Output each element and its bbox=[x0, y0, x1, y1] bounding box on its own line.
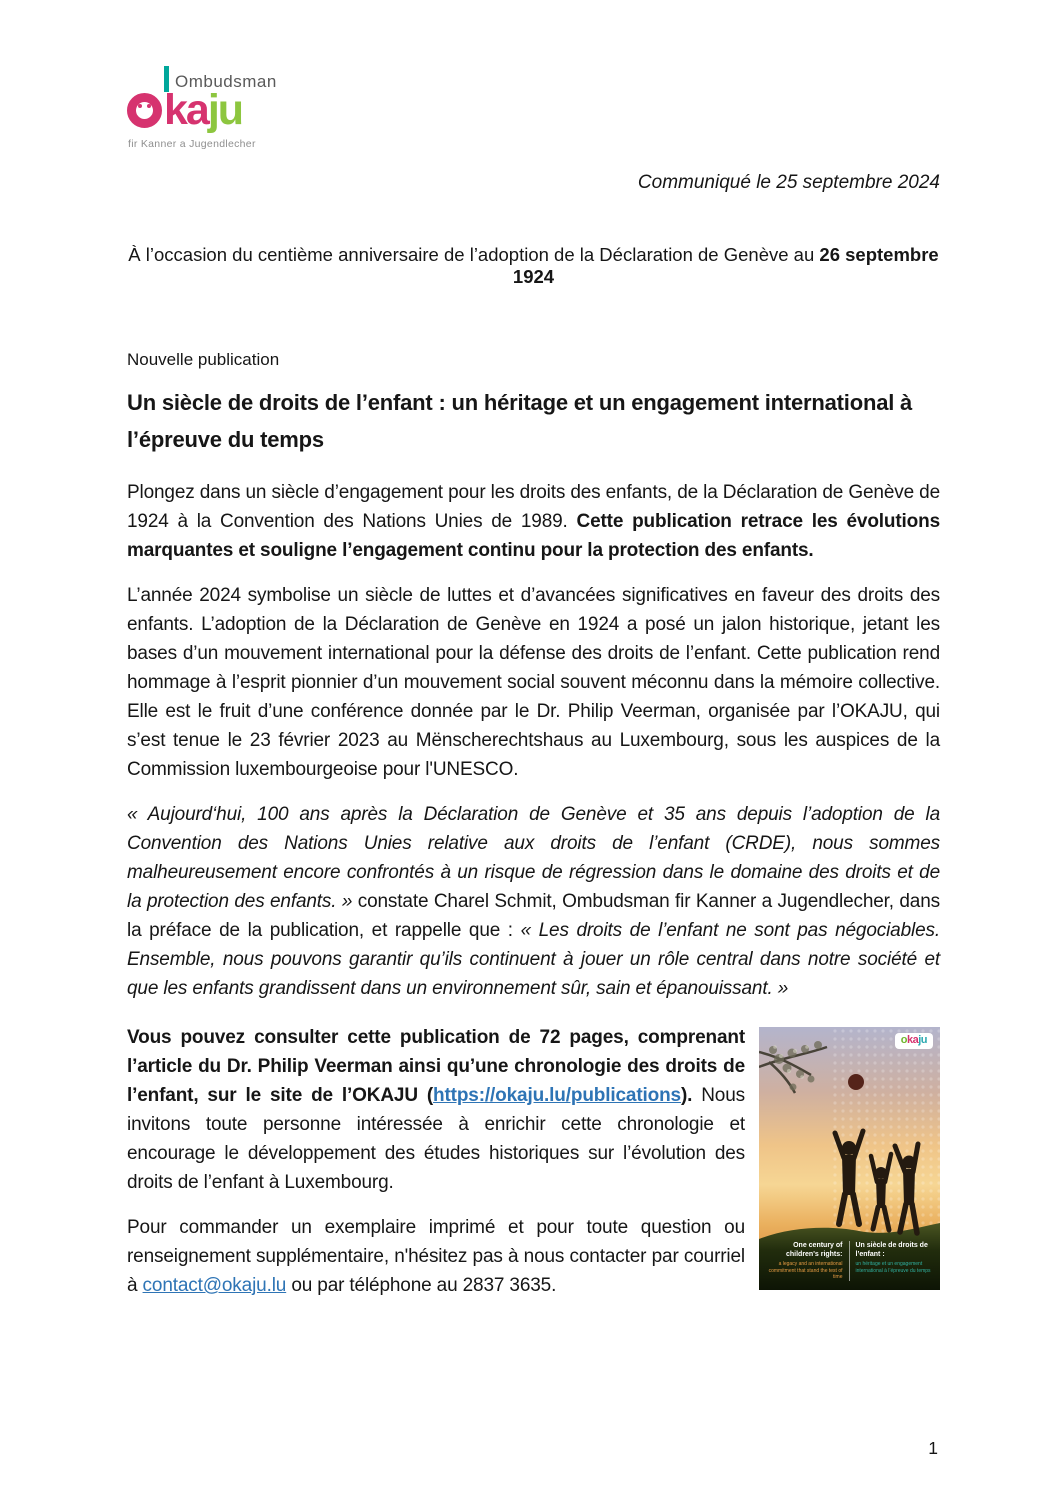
cover-subtitle-fr: un héritage et un engagement international à l’épreuve du temps bbox=[855, 1260, 931, 1274]
page-number: 1 bbox=[928, 1438, 938, 1458]
quote-attribution: constate Charel Schmit, Ombudsman fir Kanner a Jugendlecher, dans la préface de la publication, et rappelle que : bbox=[127, 891, 940, 941]
logo-ka-letters: ka bbox=[164, 85, 208, 134]
occasion-text: À l’occasion du centième anniversaire de l’adoption de la Déclaration de Genève au bbox=[128, 244, 820, 265]
paragraph-publication-bold-post: ). bbox=[680, 1085, 693, 1106]
cover-logo-ka: ka bbox=[906, 1034, 919, 1046]
publication-block bbox=[127, 1023, 940, 1300]
kicker-nouvelle-publication: Nouvelle publication bbox=[127, 350, 280, 369]
cover-title-fr: Un siècle de droits de l’enfant : bbox=[855, 1241, 928, 1258]
quote-part-2: « Les droits de l’enfant ne sont pas négociables. Ensemble, nous pouvons garantir qu’ils continuent à jouer un rôle central dans notre société et que les enfants grandissent dans un environnement sûr, sain et épanouissant. » bbox=[127, 920, 940, 999]
logo-ombudsman-text: Ombudsman bbox=[175, 72, 277, 91]
logo-eye-left bbox=[138, 104, 142, 108]
cover-logo-ju: ju bbox=[918, 1034, 927, 1046]
article-title: Un siècle de droits de l’enfant : un héritage et un engagement international à l’épreuve du temps bbox=[127, 390, 913, 452]
paragraph-quote bbox=[127, 800, 940, 1003]
paragraph-intro-bold: Cette publication retrace les évolutions marquantes et souligne l’engagement continu pour la protection des enfants. bbox=[127, 511, 940, 561]
okaju-logo bbox=[127, 66, 427, 158]
cover-okaju-logo bbox=[895, 1033, 933, 1049]
cover-subtitle-en: a legacy and an international commitment that stand the test of time bbox=[768, 1260, 843, 1281]
logo-wordmark bbox=[127, 85, 243, 134]
contact-email-link[interactable]: contact@okaju.lu bbox=[142, 1275, 287, 1296]
cover-captions bbox=[759, 1241, 940, 1281]
occasion-line bbox=[127, 244, 940, 288]
occasion-date: 26 septembre 1924 bbox=[512, 244, 939, 287]
logo-o-face-icon bbox=[127, 93, 162, 128]
cover-caption-english bbox=[759, 1241, 850, 1281]
logo-eye-right bbox=[147, 104, 151, 108]
paragraph-contact-post: ou par téléphone au 2837 3635. bbox=[286, 1275, 557, 1296]
paragraph-history: L’année 2024 symbolise un siècle de luttes et d’avancées significatives en faveur des droits des enfants. L’adoption de la Déclaration de Genève en 1924 a posé un jalon historique, jetant les bases d’un mouvement international pour la défense des droits de l’enfant. Cette publication rend hommage à l’esprit pionnier d’un mouvement social souvent méconnu dans la mémoire collective. Elle est le fruit d’une conférence donnée par le Dr. Philip Veerman, organisée par l’OKAJU, qui s’est tenue le 23 février 2023 au Mënscherechtshaus au Luxembourg, sous les auspices de la Commission luxembourgeoise pour l'UNESCO. bbox=[127, 585, 940, 780]
logo-tagline: fir Kanner a Jugendlecher bbox=[128, 138, 256, 150]
cover-caption-french bbox=[850, 1241, 941, 1281]
cover-logo-o: o bbox=[900, 1034, 907, 1046]
publication-cover-image bbox=[759, 1027, 940, 1290]
paragraph-contact-pre: Pour commander un exemplaire imprimé et pour toute question ou renseignement supplémentaire, n'hésitez pas à nous contacter par courriel à bbox=[127, 1217, 745, 1296]
paragraph-intro-regular: Plongez dans un siècle d’engagement pour les droits des enfants, de la Déclaration de Genève de 1924 à la Convention des Nations Unies de 1989. bbox=[127, 482, 940, 532]
quote-part-1: « Aujourd‘hui, 100 ans après la Déclaration de Genève et 35 ans depuis l’adoption de la Convention des Nations Unies relative aux droits de l’enfant (CRDE), nous sommes malheureusement encore confrontés à un risque de régression dans le domaine des droits et de la protection des enfants. » bbox=[127, 804, 940, 912]
paragraph-publication-bold-pre: Vous pouvez consulter cette publication de 72 pages, comprenant l’article du Dr. Philip Veerman ainsi qu’une chronologie des droits de l’enfant, sur le site de l’OKAJU ( bbox=[127, 1027, 745, 1106]
publications-link[interactable]: https://okaju.lu/publications bbox=[433, 1085, 681, 1106]
paragraph-publication-regular: Nous invitons toute personne intéressée à enrichir cette chronologie et encourage le développement des études historiques sur l’évolution des droits de l’enfant à Luxembourg. bbox=[127, 1085, 745, 1193]
logo-ju-letters: ju bbox=[207, 85, 243, 134]
cover-title-en: One century of children's rights: bbox=[785, 1241, 843, 1258]
communique-dateline: Communiqué le 25 septembre 2024 bbox=[637, 172, 940, 193]
paragraph-intro bbox=[127, 478, 940, 565]
